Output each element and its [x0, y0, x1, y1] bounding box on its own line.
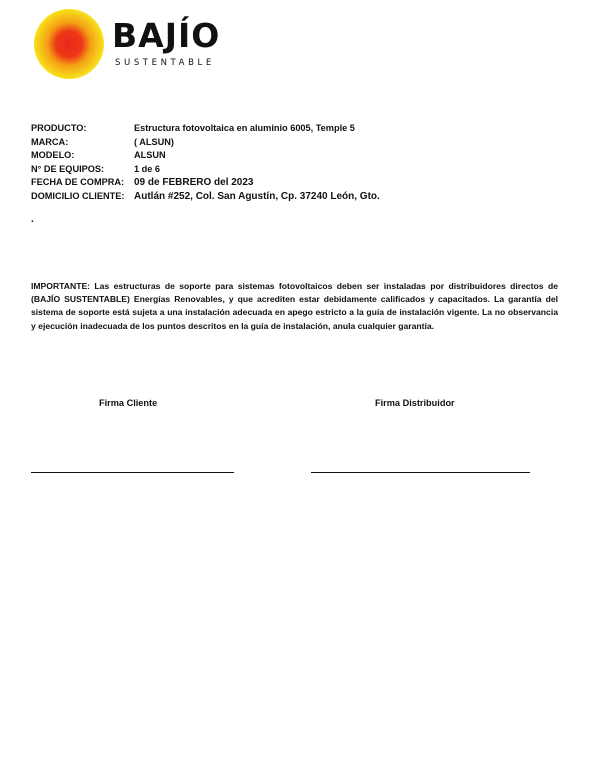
logo-tagline-text: SUSTENTABLE [115, 58, 215, 68]
sun-logo-icon [34, 9, 104, 79]
field-label: PRODUCTO: [31, 123, 87, 133]
product-details [31, 122, 551, 204]
field-value: ALSUN [134, 150, 166, 161]
field-row-product [31, 122, 551, 136]
field-label: MARCA: [31, 136, 69, 147]
field-label: MODELO: [31, 150, 75, 161]
field-row-model [31, 149, 551, 163]
client-signature-line [31, 472, 234, 473]
field-row-client-address [31, 190, 551, 204]
distributor-signature-label: Firma Distribuidor [375, 398, 455, 408]
field-row-purchase-date [31, 176, 551, 190]
client-signature-label: Firma Cliente [99, 398, 158, 408]
field-value: 09 de FEBRERO del 2023 [134, 177, 254, 189]
field-label: FECHA DE COMPRA: [31, 177, 125, 188]
field-label: DOMICILIO CLIENTE: [31, 190, 125, 201]
distributor-signature-line [311, 472, 530, 473]
field-row-brand [31, 136, 551, 150]
field-value: ( ALSUN) [134, 136, 174, 147]
stray-mark: . [31, 214, 34, 225]
important-notice: IMPORTANTE: Las estructuras de soporte para sistemas fotovoltaicos deben ser instaladas por distribuidores directos de (BAJÍO SUSTENTABLE) Energías Renovables, y que acrediten estar debidamente calificados y capacitados. La garantía del sistema de soporte está sujeta a una instalación adecuada en apego estricto a la guía de instalación vigente. La no observancia y ejecución inadecuada de los puntos descritos en la guía de instalación, anula cualquier garantía. [31, 281, 558, 331]
field-row-equipment-count [31, 163, 551, 177]
logo-brand-text: BAJÍO [112, 16, 221, 55]
field-value: Estructura fotovoltaica en aluminio 6005, Temple 5 [134, 123, 355, 133]
company-logo [34, 8, 254, 84]
field-label: N° DE EQUIPOS: [31, 163, 105, 174]
field-value: 1 de 6 [134, 163, 161, 174]
field-value: Autlán #252, Col. San Agustín, Cp. 37240 León, Gto. [134, 190, 380, 202]
